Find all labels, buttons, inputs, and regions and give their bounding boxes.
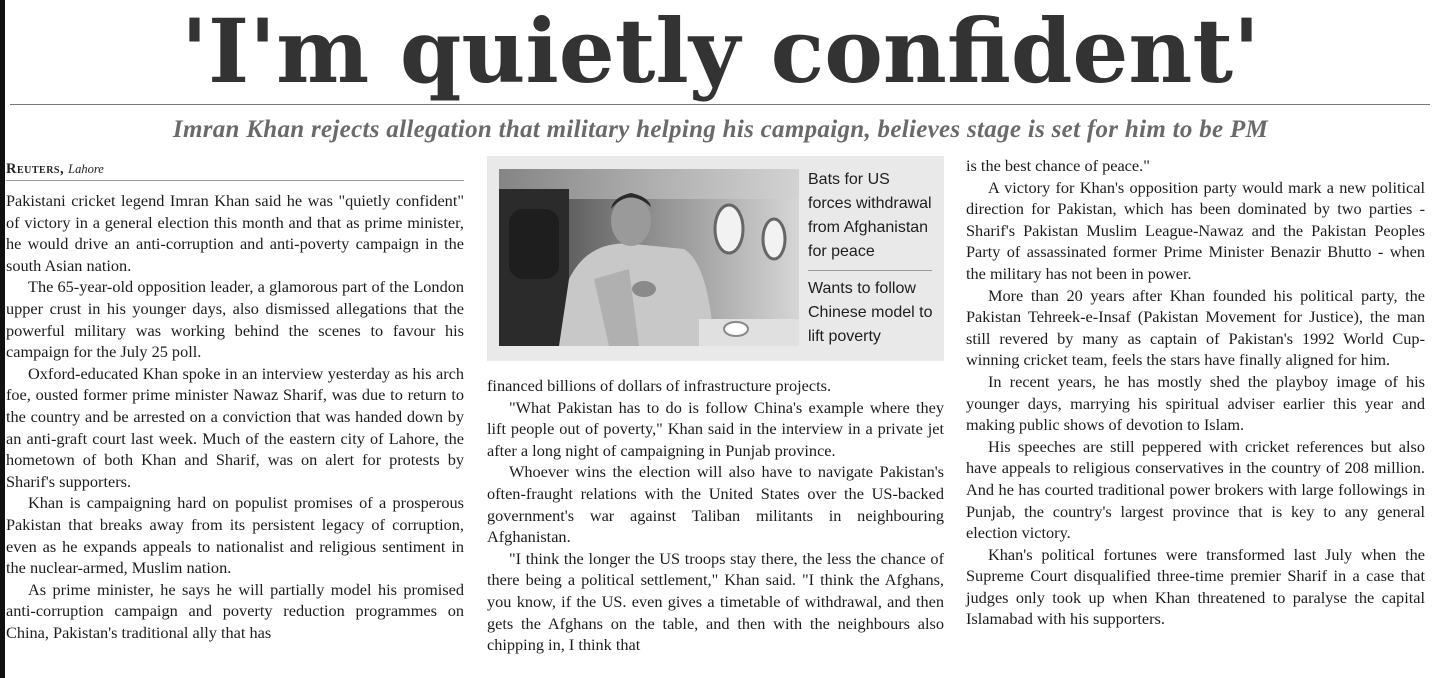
callout-china-model: Wants to follow Chinese model to lift poverty [808,280,933,345]
article-photo [499,169,799,346]
paragraph: The 65-year-old opposition leader, a glamorous part of the London upper crust in his younger days, also dismissed allegations that the powerful military was working behind the scenes to favour his campaign for the July 25 poll. [6,277,464,362]
paragraph: Khan is campaigning hard on populist promises of a prosperous Pakistan that breaks away from its persistent legacy of corruption, even as he expands appeals to nationalist and religious sentiment in the nuclear-armed, Muslim nation. [6,493,464,578]
paragraph: Whoever wins the election will also have to navigate Pakistan's often-fraught relations with the United States over the US-backed government's war against Taliban militants in neighbouring Afghanistan. [487,462,944,547]
article-column-1 [6,190,464,643]
paragraph: His speeches are still peppered with cricket references but also have appeals to religious conservatives in the country of 208 million. And he has courted traditional power brokers with large followings in Punjab, the country's largest province that is key to any general election victory. [966,436,1425,543]
paragraph: Khan's political fortunes were transformed last July when the Supreme Court disqualified three-time premier Sharif in a case that judges only took up when Khan threatened to paralyse the capital Islamabad with his supporters. [966,544,1425,629]
byline [6,158,464,180]
photo-callouts [808,168,934,355]
paragraph: financed billions of dollars of infrastructure projects. [487,376,832,395]
paragraph: As prime minister, he says he will partially model his promised anti-corruption campaign and poverty reduction programmes on China, Pakistan's traditional ally that has [6,579,464,642]
paragraph: More than 20 years after Khan founded his political party, the Pakistan Tehreek-e-Insaf (Pakistan Movement for Justice), the man still revered by many as captain of Pakistan's 1992 World Cup-winning cricket team, feels the stars have finally aligned for him. [966,285,1425,370]
article-column-2 [487,375,944,656]
callout-afghanistan: Bats for US forces withdrawal from Afghanistan for peace [808,171,932,260]
paragraph: In recent years, he has mostly shed the playboy image of his younger days, marrying his spiritual adviser earlier this year and making public shows of devotion to Islam. [966,371,1425,435]
headline: 'I'm quietly confident' [181,0,1260,103]
paragraph: A victory for Khan's opposition party would mark a new political direction for Pakistan, which has been dominated by two parties - Sharif's Pakistan Muslim League-Nawaz and the Pakistan Peoples Party of assassinated former Prime Minister Benazir Bhutto - when the military has not been in power. [966,177,1425,283]
byline-location: Lahore [68,162,104,176]
byline-divider [6,180,464,181]
paragraph: "What Pakistan has to do is follow China's example where they lift people out of poverty," Khan said in the interview in a private jet after a long night of campaigning in Punjab province. [487,397,944,460]
paragraph: Pakistani cricket legend Imran Khan said he was "quietly confident" of victory in a general election this month and that as prime minister, he would drive an anti-corruption and anti-poverty campaign in the south Asian nation. [6,191,464,275]
article-column-3 [966,155,1425,630]
paragraph: Oxford-educated Khan spoke in an interview yesterday as his arch foe, ousted former prime minister Nawaz Sharif, was due to return to the country and be arrested on a conviction that was handed down by an anti-graft court last week. Much of the eastern city of Lahore, the hometown of both Khan and Sharif, was on alert for protests by Sharif's supporters. [6,363,464,491]
photo-illustration [499,169,799,346]
paragraph: is the best chance of peace." [966,156,1150,175]
byline-agency: Reuters, [6,161,65,177]
paragraph: "I think the longer the US troops stay there, the less the chance of there being a political settlement," Khan said. "I think the Afghans, you know, if the US. even gives a timetable of withdrawal, and then gets the Afghans on the table, and then with the neighbours also chipping in, I think that [487,548,944,655]
subheadline: Imran Khan rejects allegation that military helping his campaign, believes stage is set for him to be PM [172,116,1269,143]
callout-divider [808,270,932,271]
headline-divider [10,104,1430,105]
